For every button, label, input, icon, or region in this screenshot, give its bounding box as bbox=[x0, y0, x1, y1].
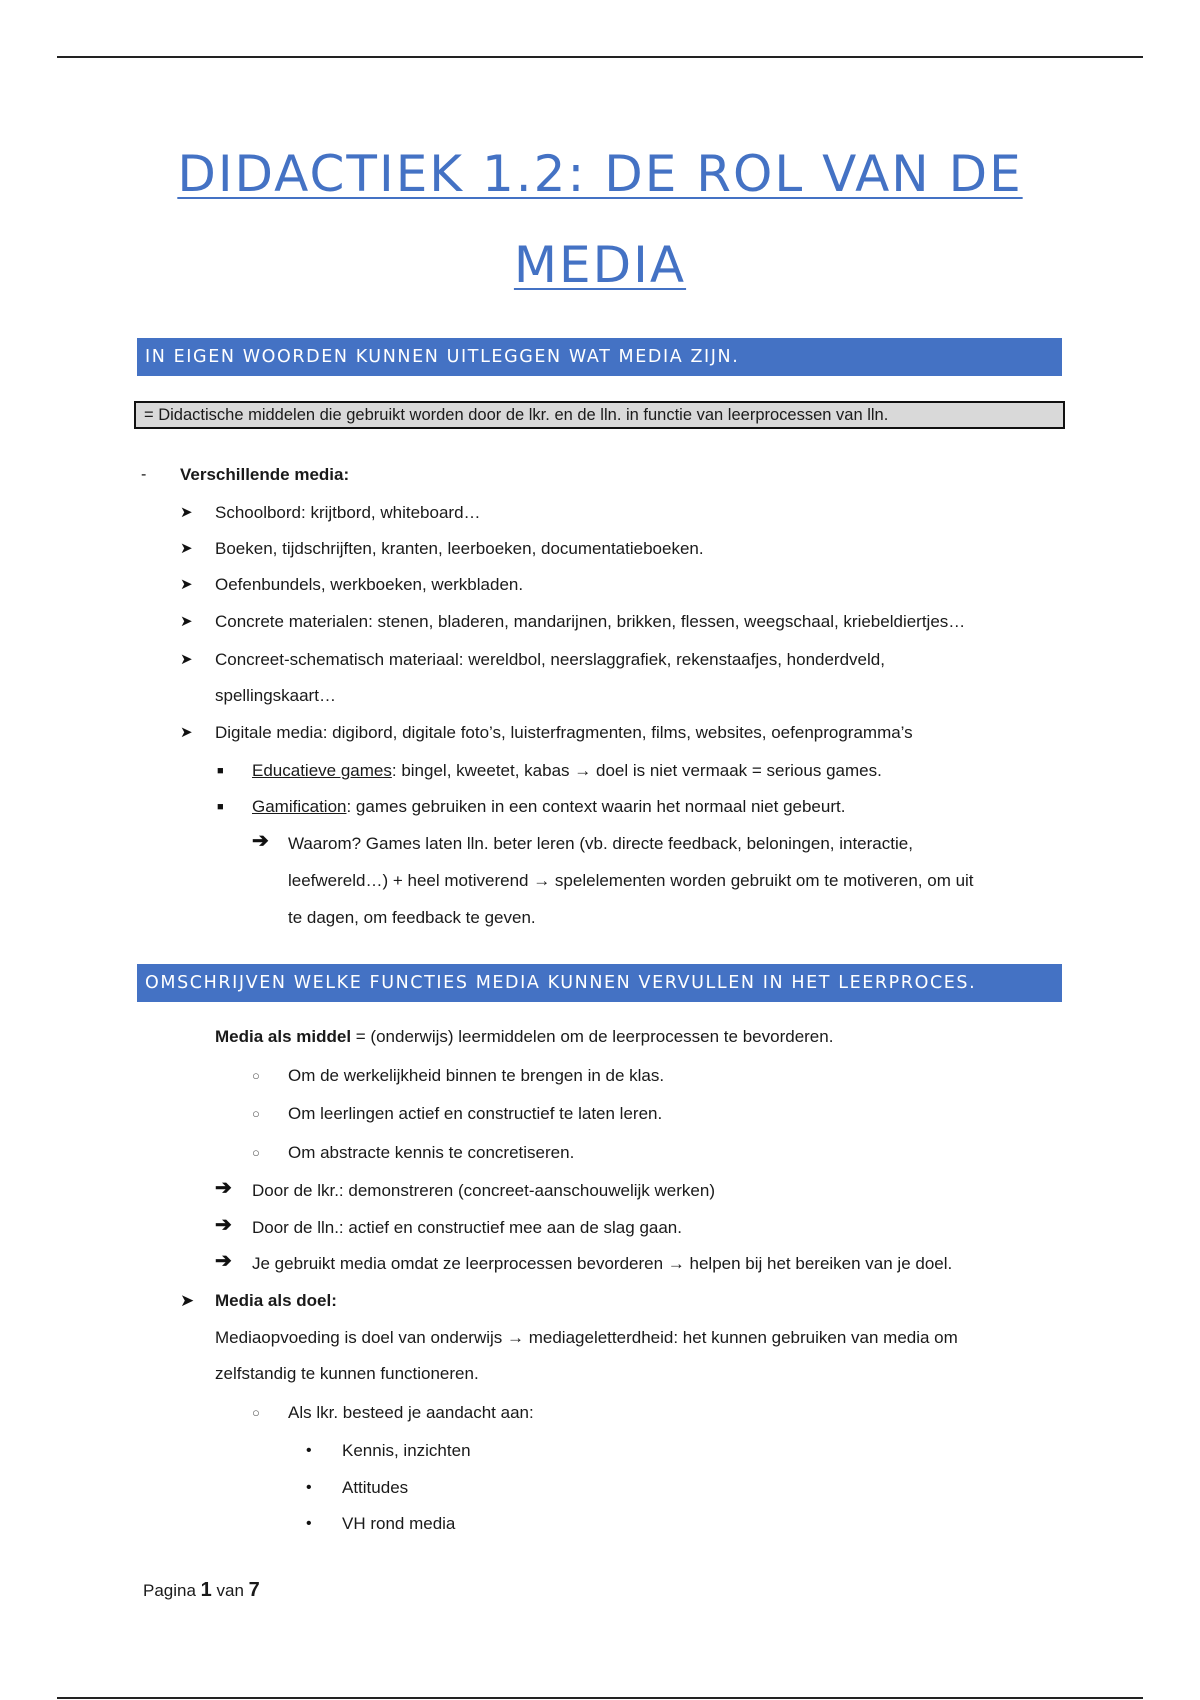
arrow-item: Door de lkr.: demonstreren (concreet-aanschouwelijk werken) bbox=[252, 1181, 715, 1200]
arrow-item: Je gebruikt media omdat ze leerprocessen bevorderen → helpen bij het bereiken van je doel. bbox=[252, 1254, 953, 1273]
square-bullet-icon: ■ bbox=[217, 801, 224, 813]
right-arrow-icon: ➔ bbox=[215, 1214, 232, 1236]
list-item-continuation: spellingskaart… bbox=[215, 686, 336, 705]
arrowhead-bullet-icon: ➤ bbox=[180, 576, 193, 593]
circle-bullet-icon: ○ bbox=[252, 1106, 260, 1121]
dash-bullet: - bbox=[141, 466, 147, 483]
footer-pagina: Pagina bbox=[143, 1581, 201, 1600]
bottom-rule bbox=[57, 1697, 1143, 1699]
section-heading-media: IN EIGEN WOORDEN KUNNEN UITLEGGEN WAT MEDIA ZIJN. bbox=[137, 338, 1062, 376]
right-arrow-icon: ➔ bbox=[252, 830, 269, 852]
doel-text-line: Mediaopvoeding is doel van onderwijs → mediageletterdheid: het kunnen gebruiken van media om bbox=[215, 1328, 958, 1347]
circle-bullet-icon: ○ bbox=[252, 1068, 260, 1083]
educatieve-games-label: Educatieve games bbox=[252, 761, 392, 780]
media-als-doel-label: Media als doel: bbox=[215, 1291, 337, 1310]
footer-total-pages: 7 bbox=[248, 1579, 260, 1601]
footer-current-page: 1 bbox=[200, 1579, 212, 1601]
footer-van: van bbox=[211, 1581, 249, 1600]
right-arrow-icon: ➔ bbox=[215, 1177, 232, 1199]
aandacht-sub-item: VH rond media bbox=[342, 1514, 456, 1533]
doel-text-line: zelfstandig te kunnen functioneren. bbox=[215, 1364, 479, 1383]
list-item: Concrete materialen: stenen, bladeren, mandarijnen, brikken, flessen, weegschaal, kriebeldiertjes… bbox=[215, 612, 966, 631]
arrowhead-bullet-icon: ➤ bbox=[180, 1291, 195, 1310]
list-title: Verschillende media: bbox=[180, 465, 350, 484]
gamification-label: Gamification bbox=[252, 797, 347, 816]
arrowhead-bullet-icon: ➤ bbox=[180, 504, 193, 521]
list-item: Boeken, tijdschrijften, kranten, leerboeken, documentatieboeken. bbox=[215, 539, 704, 558]
top-rule bbox=[57, 56, 1143, 58]
list-item: Schoolbord: krijtbord, whiteboard… bbox=[215, 503, 481, 522]
gamification-item bbox=[252, 795, 845, 819]
square-bullet-icon: ■ bbox=[217, 765, 224, 777]
arrowhead-bullet-icon: ➤ bbox=[180, 724, 193, 741]
waarom-line: Waarom? Games laten lln. beter leren (vb. directe feedback, beloningen, interactie, bbox=[288, 834, 913, 853]
list-item: Digitale media: digibord, digitale foto’s, luisterfragmenten, films, websites, oefenprogramma’s bbox=[215, 723, 913, 742]
page-footer bbox=[143, 1578, 260, 1603]
middel-sub-item: Om leerlingen actief en constructief te laten leren. bbox=[288, 1104, 663, 1123]
middel-sub-item: Om de werkelijkheid binnen te brengen in de klas. bbox=[288, 1066, 665, 1085]
dot-bullet-icon: • bbox=[306, 1442, 312, 1459]
waarom-line: te dagen, om feedback te geven. bbox=[288, 908, 536, 927]
dot-bullet-icon: • bbox=[306, 1479, 312, 1496]
list-item: Oefenbundels, werkboeken, werkbladen. bbox=[215, 575, 524, 594]
section-heading-functies: OMSCHRIJVEN WELKE FUNCTIES MEDIA KUNNEN VERVULLEN IN HET LEERPROCES. bbox=[137, 964, 1062, 1002]
definition-box: = Didactische middelen die gebruikt worden door de lkr. en de lln. in functie van leerprocessen van lln. bbox=[134, 401, 1065, 429]
document-title-line1: DIDACTIEK 1.2: DE ROL VAN DE bbox=[177, 145, 1023, 203]
educatieve-games-item bbox=[252, 759, 882, 783]
circle-bullet-icon: ○ bbox=[252, 1145, 260, 1160]
gamification-text: : games gebruiken in een context waarin het normaal niet gebeurt. bbox=[346, 797, 846, 816]
document-title-line2: MEDIA bbox=[513, 236, 687, 294]
media-als-middel-label: Media als middel bbox=[215, 1027, 352, 1046]
aandacht-item: Als lkr. besteed je aandacht aan: bbox=[288, 1403, 534, 1422]
aandacht-sub-item: Attitudes bbox=[342, 1478, 409, 1497]
media-als-middel bbox=[215, 1025, 833, 1049]
list-item: Concreet-schematisch materiaal: wereldbol, neerslaggrafiek, rekenstaafjes, honderdveld, bbox=[215, 650, 885, 669]
right-arrow-icon: ➔ bbox=[215, 1250, 232, 1272]
arrowhead-bullet-icon: ➤ bbox=[180, 613, 193, 630]
circle-bullet-icon: ○ bbox=[252, 1405, 260, 1420]
aandacht-sub-item: Kennis, inzichten bbox=[342, 1441, 471, 1460]
arrowhead-bullet-icon: ➤ bbox=[180, 651, 193, 668]
media-als-middel-text: = (onderwijs) leermiddelen om de leerprocessen te bevorderen. bbox=[351, 1027, 834, 1046]
waarom-line: leefwereld…) + heel motiverend → spelelementen worden gebruikt om te motiveren, om uit bbox=[288, 871, 974, 890]
arrowhead-bullet-icon: ➤ bbox=[180, 540, 193, 557]
educatieve-games-text: : bingel, kweetet, kabas → doel is niet vermaak = serious games. bbox=[391, 761, 882, 780]
dot-bullet-icon: • bbox=[306, 1515, 312, 1532]
middel-sub-item: Om abstracte kennis te concretiseren. bbox=[288, 1143, 575, 1162]
arrow-item: Door de lln.: actief en constructief mee aan de slag gaan. bbox=[252, 1218, 682, 1237]
